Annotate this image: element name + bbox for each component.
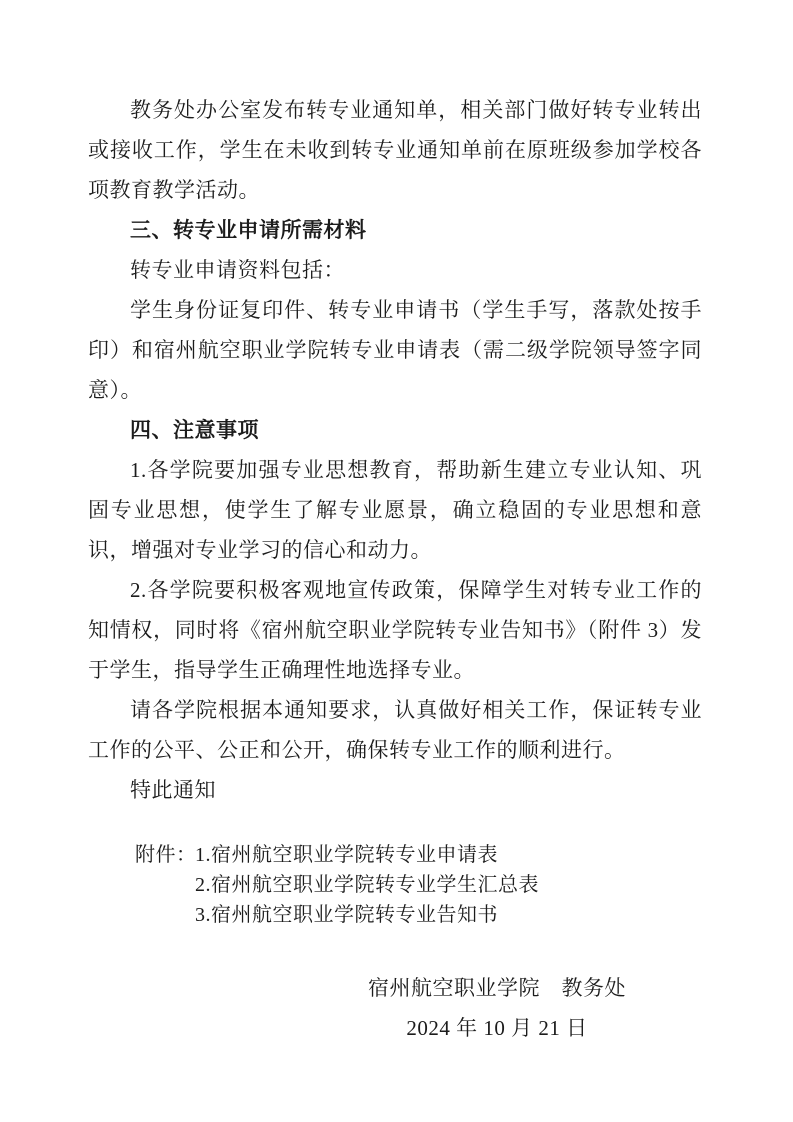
document-body	[88, 90, 702, 1058]
body-paragraph: 转专业申请资料包括：	[130, 258, 345, 282]
signature-issuer: 宿州航空职业学院 教务处	[368, 976, 626, 1000]
body-paragraph: 特此通知	[130, 778, 216, 802]
attachments-label: 附件：	[135, 844, 197, 866]
signature-inner	[332, 968, 662, 1048]
body-paragraph: 学生身份证复印件、转专业申请书（学生手写，落款处按手印）和宿州航空职业学院转专业申请表（需二级学院领导签字同意）。	[88, 298, 702, 402]
attachment-item: 3.宿州航空职业学院转专业告知书	[195, 904, 498, 926]
body-paragraph: 请各学院根据本通知要求，认真做好相关工作，保证转专业工作的公平、公正和公开，确保转专业工作的顺利进行。	[88, 698, 702, 762]
body-paragraph: 教务处办公室发布转专业通知单，相关部门做好转专业转出或接收工作，学生在未收到转专业通知单前在原班级参加学校各项教育教学活动。	[88, 98, 702, 202]
attachments-block	[88, 840, 702, 930]
signature-block	[88, 968, 702, 1058]
section-heading: 四、注意事项	[130, 418, 259, 442]
body-paragraph: 1.各学院要加强专业思想教育，帮助新生建立专业认知、巩固专业思想，使学生了解专业愿景，确立稳固的专业思想和意识，增强对专业学习的信心和动力。	[88, 458, 702, 562]
paragraph-list	[88, 90, 702, 810]
attachments-list	[195, 840, 702, 930]
body-paragraph: 2.各学院要积极客观地宣传政策，保障学生对转专业工作的知情权，同时将《宿州航空职业学院转专业告知书》（附件 3）发于学生，指导学生正确理性地选择专业。	[88, 578, 702, 682]
attachment-item: 1.宿州航空职业学院转专业申请表	[195, 844, 498, 866]
attachment-item: 2.宿州航空职业学院转专业学生汇总表	[195, 874, 539, 896]
signature-date: 2024 年 10 月 21 日	[406, 1016, 588, 1040]
section-heading: 三、转专业申请所需材料	[130, 218, 367, 242]
